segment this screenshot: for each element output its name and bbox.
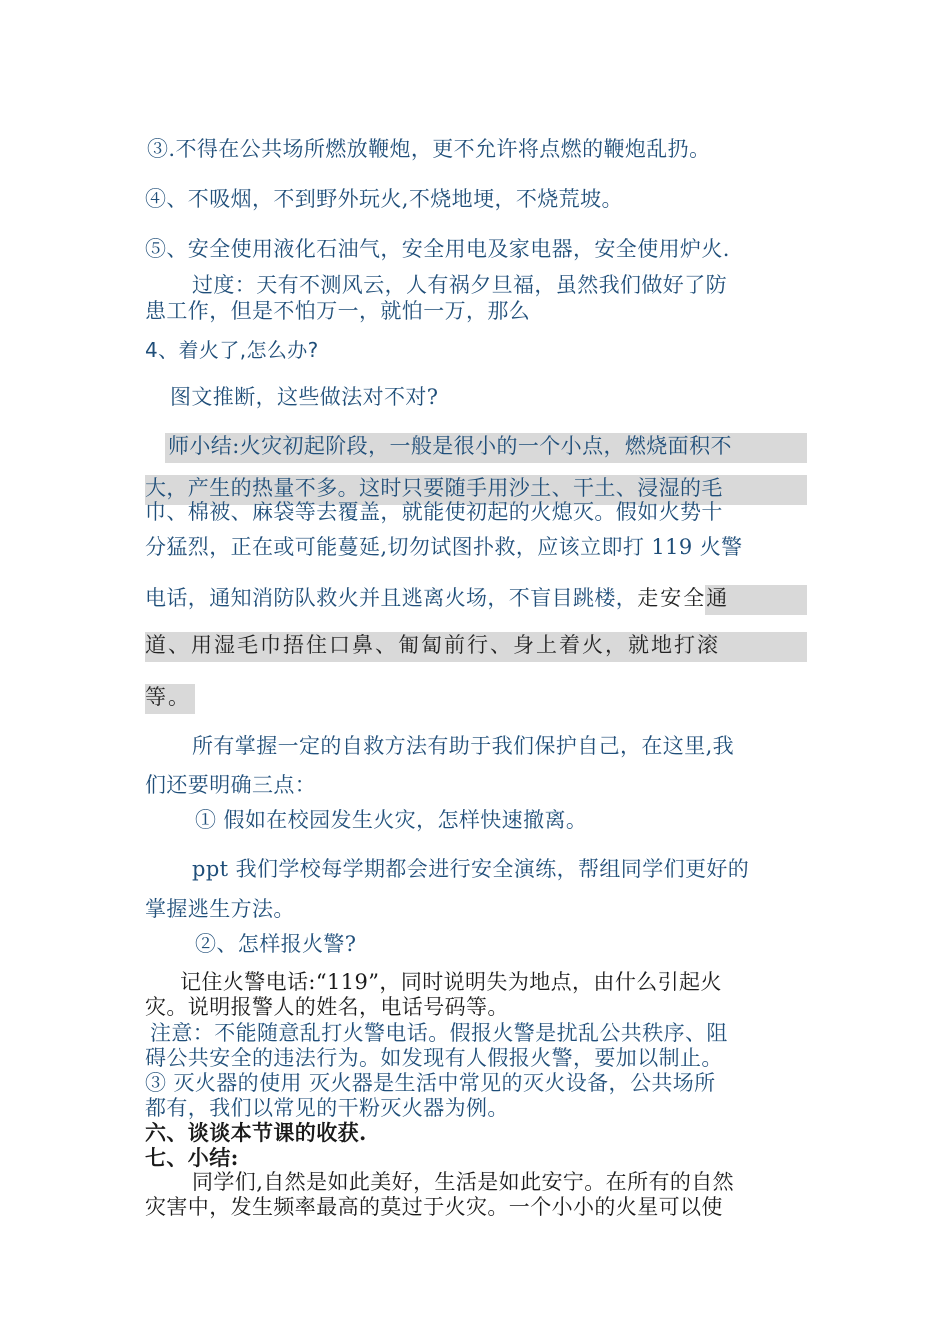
teacher-summary-line: [145, 585, 807, 611]
point-1: ① 假如在校园发生火灾，怎样快速撤离。: [195, 808, 588, 832]
teacher-summary-line: 巾、棉被、麻袋等去覆盖，就能使初起的火熄灭。假如火势十: [145, 500, 723, 524]
conclusion-text: 同学们,自然是如此美好，生活是如此安宁。在所有的自然: [192, 1170, 735, 1194]
report-fire-text: 记住火警电话:“119”，同时说明失为地点，由什么引起火: [180, 970, 722, 994]
teacher-summary-line: 等。: [145, 685, 191, 709]
report-fire-text-cont: 灾。说明报警人的姓名，电话号码等。: [145, 995, 509, 1019]
drill-text: ppt 我们学校每学期都会进行安全演练，帮组同学们更好的: [192, 857, 750, 881]
self-rescue-intro-cont: 们还要明确三点：: [145, 773, 317, 797]
rule-line-4: ④、不吸烟，不到野外玩火,不烧地埂，不烧荒坡。: [145, 187, 623, 211]
rule-line-3: ③.不得在公共场所燃放鞭炮，更不允许将点燃的鞭炮乱扔。: [147, 137, 711, 161]
teacher-summary-line: 道、用湿毛巾捂住口鼻、匍匐前行、身上着火，就地打滚: [145, 633, 720, 657]
summary-text-part: 电话，通知消防队救火并且逃离火场，不盲目跳楼，: [145, 586, 638, 610]
teacher-summary-line: 大，产生的热量不多。这时只要随手用沙土、干土、浸湿的毛: [145, 476, 723, 500]
self-rescue-intro: 所有掌握一定的自救方法有助于我们保护自己，在这里,我: [192, 734, 735, 758]
section-heading-4: 4、着火了,怎么办?: [145, 338, 319, 362]
rule-line-5: ⑤、安全使用液化石油气，安全用电及家电器，安全使用炉火.: [145, 237, 730, 261]
image-judgment-prompt: 图文推断，这些做法对不对?: [170, 385, 439, 409]
point-3: ③ 灭火器的使用 灭火器是生活中常见的灭火设备，公共场所: [145, 1071, 716, 1095]
point-3-cont: 都有，我们以常见的干粉灭火器为例。: [145, 1096, 509, 1120]
conclusion-text-cont: 灾害中，发生频率最高的莫过于火灾。一个小小的火星可以使: [145, 1195, 723, 1219]
point-2: ②、怎样报火警?: [195, 932, 357, 956]
transition-text-cont: 患工作，但是不怕万一，就怕一万，那么: [145, 299, 531, 323]
summary-text-part: 走安全通: [637, 586, 730, 610]
drill-text-cont: 掌握逃生方法。: [145, 897, 295, 921]
teacher-summary-line: 师小结:火灾初起阶段，一般是很小的一个小点，燃烧面积不: [168, 434, 732, 458]
teacher-summary-line: 分猛烈，正在或可能蔓延,切勿试图扑救，应该立即打 119 火警: [145, 535, 743, 559]
transition-text: 过度：天有不测风云，人有祸夕旦福，虽然我们做好了防: [192, 273, 727, 297]
notice-text-cont: 碍公共安全的违法行为。如发现有人假报火警，要加以制止。: [145, 1046, 723, 1070]
section-heading-6: 六、谈谈本节课的收获.: [145, 1120, 367, 1145]
section-heading-7: 七、小结:: [145, 1145, 239, 1170]
notice-text: 注意：不能随意乱打火警电话。假报火警是扰乱公共秩序、阻: [150, 1021, 728, 1045]
